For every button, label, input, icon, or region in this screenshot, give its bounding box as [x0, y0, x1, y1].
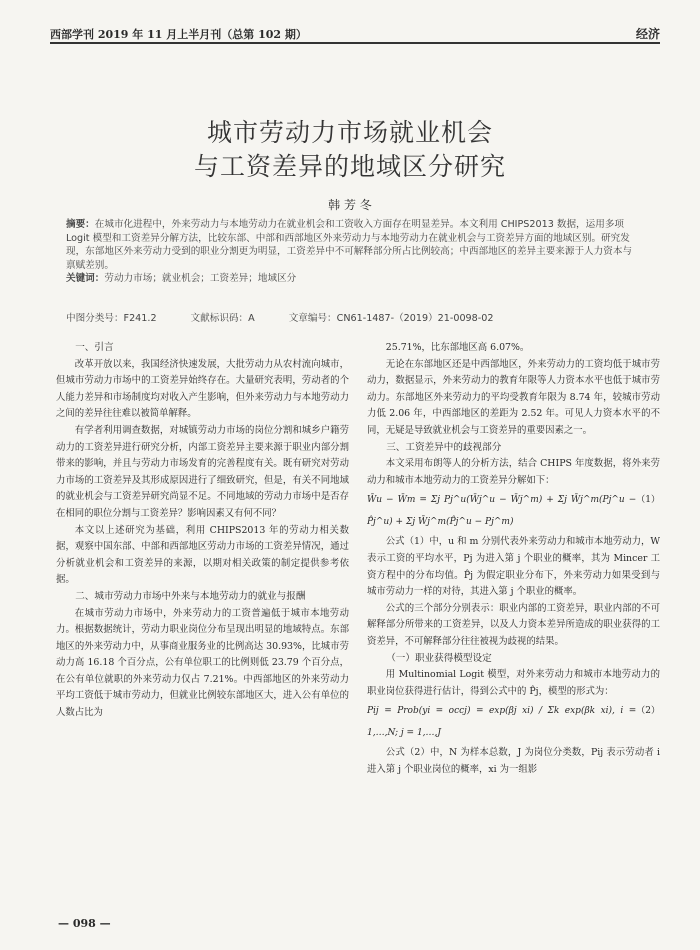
equation [367, 700, 660, 745]
title-line-1: 城市劳动力市场就业机会 [206, 118, 493, 147]
equation-number: （1） [636, 495, 660, 506]
journal-info: 西部学刊 2019 年 11 月上半月刊（总第 102 期） [50, 28, 307, 41]
body-paragraph: 用 Multinomial Logit 模型，对外来劳动力和城市本地劳动力的职业岗位获得进行估计，得到公式中的 P̂j，模型的形式为： [367, 669, 660, 697]
keywords-text: 劳动力市场；就业机会；工资差异；地域区分 [104, 273, 297, 285]
left-column [56, 340, 349, 890]
body-columns [56, 340, 660, 890]
article-number: 文章编号：CN61-1487-（2019）21-0098-02 [288, 313, 494, 324]
equation [367, 489, 660, 534]
paper-title [0, 116, 700, 184]
body-paragraph: 公式（2）中，N 为样本总数，J 为岗位分类数，Pij 表示劳动者 i 进入第 j 个职业岗位的概率，xi 为一组影 [367, 747, 660, 775]
title-line-2: 与工资差异的地域区分研究 [193, 152, 506, 181]
body-paragraph: 公式（1）中，u 和 m 分别代表外来劳动力和城市本地劳动力，W 表示工资的平均水平，Pj 为进入第 j 个职业的概率，其为 Mincer 工资方程中的分布均值。P̂j 为假定职业分布下，外来劳动力如果受到与城市劳动力一样的对待，其进入第 j 个职业的概率。 [367, 536, 660, 598]
section-heading: 一、引言 [75, 342, 114, 353]
section-heading: 三、工资差异中的歧视部分 [386, 441, 502, 453]
abstract-label: 摘要： [66, 219, 95, 230]
abstract-block [66, 218, 640, 286]
abstract-text: 在城市化进程中，外来劳动力与本地劳动力在就业机会和工资收入方面存在明显差异。本文利用 CHIPS2013 数据，运用多项 Logit 模型和工资差异分解方法，比较东部、中部和西部地区外来劳动力与本地劳动力在就业机会与工资差异方面的地域区别。研究发现，东部地区外来劳动力受到的职业分割更为明显，工资差异中不可解释部分所占比例较高；中西部地区的差异主要来源于人力资本与禀赋差别。 [66, 219, 633, 271]
clc-number: 中图分类号：F241.2 [66, 313, 157, 324]
section-label: 经济 [635, 27, 660, 41]
body-paragraph: 在城市劳动力市场中，外来劳动力的工资普遍低于城市本地劳动力。根据数据统计，劳动力职业岗位分布呈现出明显的地域特点。东部地区的外来劳动力中，从事商业服务业的比例高达 30.93%，比城市劳动力高 16.18 个百分点，公有单位职工的比例则低 23.79 个百分点，在公有单位就职的外来劳动力仅占 7.21%。中西部地区的外来劳动力平均工资低于城市劳动力，但就业比例较东部地区大，进入公有单位的人数占比为 [56, 607, 349, 719]
body-paragraph: 本文以上述研究为基础，利用 CHIPS2013 年的劳动力相关数据，观察中国东部、中部和西部地区劳动力市场的工资差异情况，通过分析就业机会和工资差异的来源，以期对相关政策的制定提供参考依据。 [56, 524, 349, 586]
body-paragraph: 改革开放以来，我国经济快速发展，大批劳动力从农村流向城市，但城市劳动力市场中的工资差异始终存在。大量研究表明，劳动者的个人能力差异和市场制度均对收入产生影响，但外来劳动力与本地劳动力之间的差异往往难以被简单解释。 [56, 358, 349, 420]
body-paragraph: 无论在东部地区还是中西部地区，外来劳动力的工资均低于城市劳动力，数据显示，外来劳动力的教育年限等人力资本水平也低于城市劳动力。东部地区外来劳动力的平均受教育年限为 8.74 年，较城市劳动力低 2.06 年，中西部地区的差距为 2.52 年。可见人力资本水平的不同，无疑是导致就业机会与工资差异的重要因素之一。 [367, 358, 660, 436]
equation-body: Pij = Prob(yi = occj) = exp(βj xi) / Σk exp(βk xi), i = 1,…,N; j = 1,…,J [367, 706, 637, 739]
running-header [50, 20, 660, 44]
body-paragraph: 本文采用布朗等人的分析方法，结合 CHIPS 年度数据，将外来劳动力和城市本地劳动力的工资差异分解如下： [367, 458, 660, 486]
section-heading: （一）职业获得模型设定 [386, 652, 492, 664]
page-number: — 098 — [58, 917, 111, 930]
keywords-label: 关键词： [66, 273, 105, 285]
right-column [367, 340, 660, 890]
author-name: 韩 芳 冬 [328, 198, 372, 212]
section-heading: 二、城市劳动力市场中外来与本地劳动力的就业与报酬 [75, 590, 306, 602]
body-paragraph: 公式的三个部分分别表示：职业内部的工资差异，职业内部的不可解释部分所带来的工资差异，以及人力资本差异所造成的职业获得的工资差异，不可解释部分往往被视为歧视的结果。 [367, 602, 660, 647]
body-paragraph: 25.71%，比东部地区高 6.07%。 [385, 342, 530, 353]
equation-body: W̄u − W̄m = Σj Pj^u(W̄j^u − W̄j^m) + Σj W̄j^m(Pj^u − P̂j^u) + Σj W̄j^m(P̂j^u − Pj^m) [367, 495, 637, 528]
article-metadata [66, 312, 640, 326]
body-paragraph: 有学者利用调查数据，对城镇劳动力市场的岗位分割和城乡户籍劳动力的工资差异进行研究分析，内部工资差异主要来源于职业内部分割带来的影响，并且与劳动力市场发育的完善程度有关。既有研究对劳动力市场的工资差异及其形成原因进行了细致研究，但是，有关不同地域的就业机会与工资差异研究尚显不足。不同地域的劳动力市场中是否存在相同的职位分割与工资差异？影响因素又有何不同？ [56, 424, 349, 519]
equation-number: （2） [636, 706, 660, 717]
document-code: 文献标识码：A [190, 313, 255, 324]
